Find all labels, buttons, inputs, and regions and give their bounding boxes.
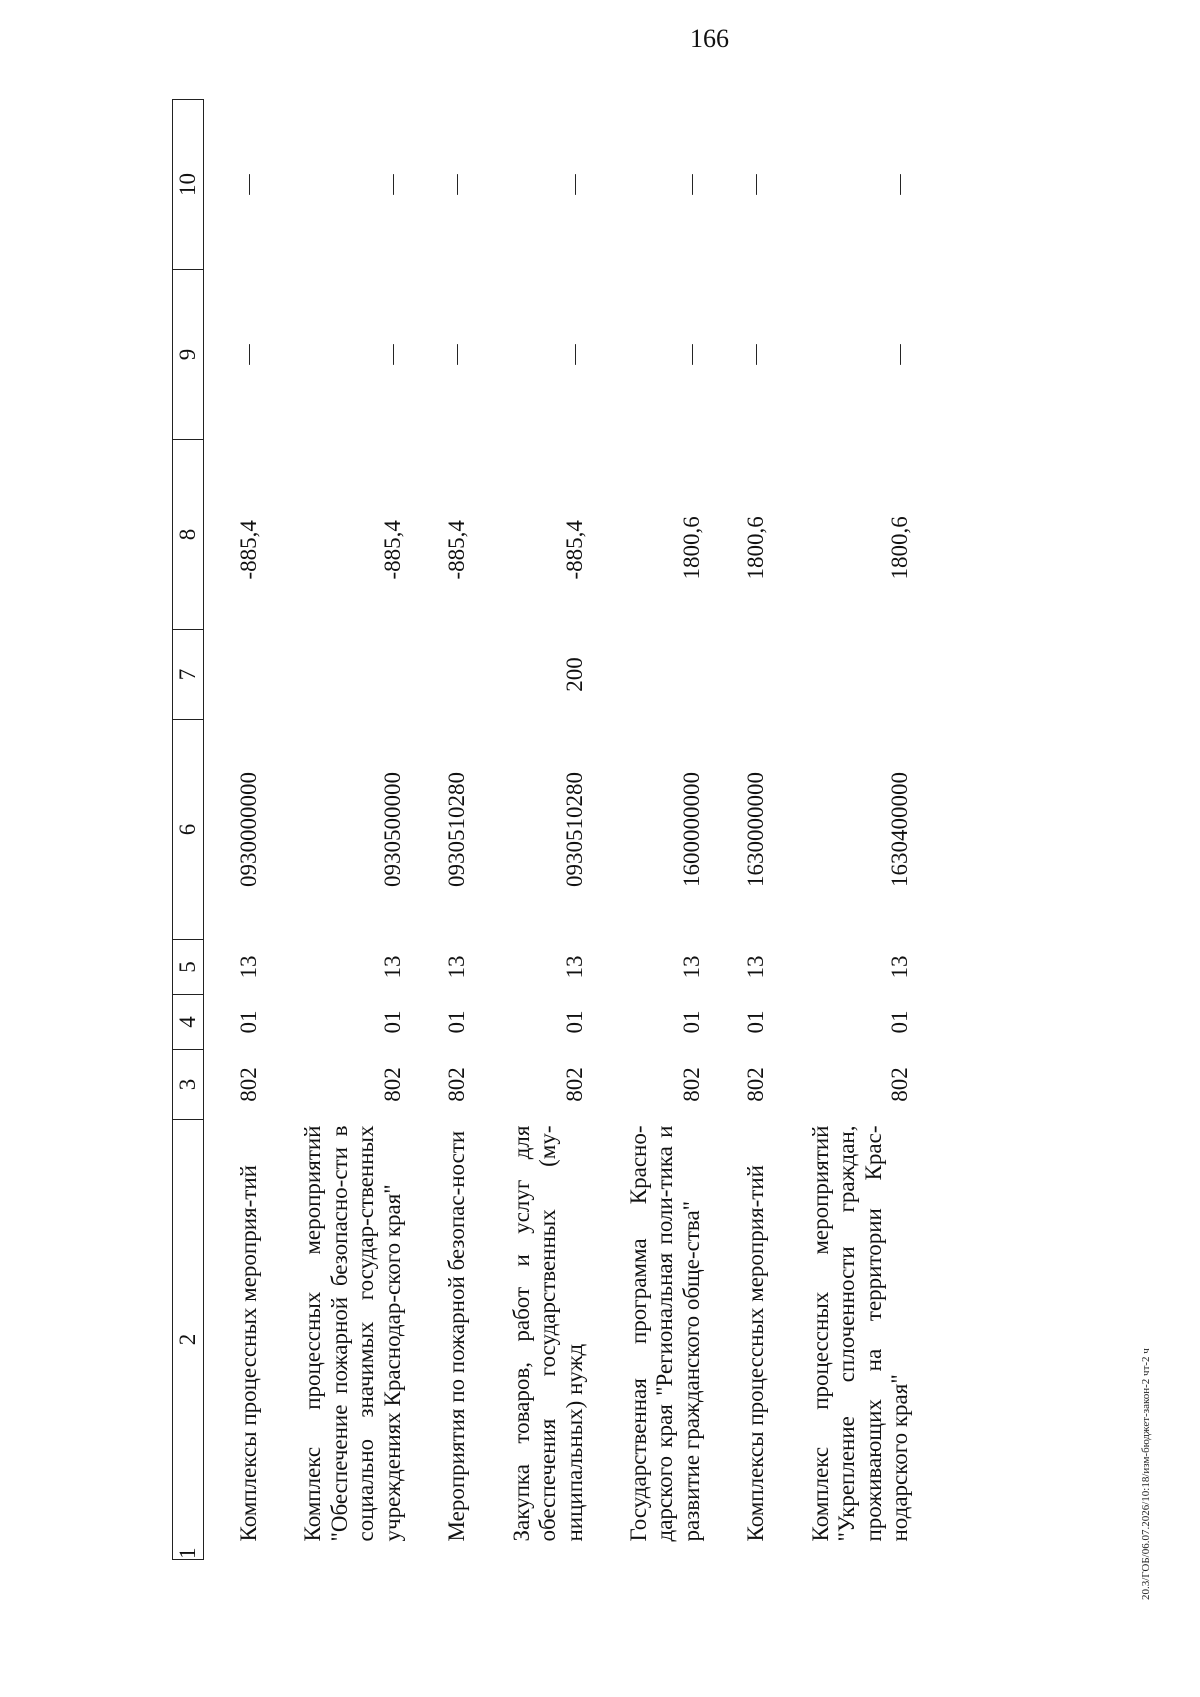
cell-col10: — <box>444 173 471 196</box>
table-row <box>298 100 412 1560</box>
cell-name: Закупка товаров, работ и услуг для обеспечения государственных (му-ниципальных) нужд <box>508 1125 587 1542</box>
cell-sum: -885,4 <box>444 520 470 580</box>
header-col-4: 4 <box>173 995 204 1050</box>
cell-sum: 1800,6 <box>678 516 704 580</box>
table-row <box>624 100 711 1560</box>
cell-pr: 13 <box>561 955 587 979</box>
cell-csr: 1630400000 <box>887 772 912 887</box>
cell-rz: 01 <box>678 1010 704 1034</box>
cell-vr <box>298 630 412 720</box>
header-col-7: 7 <box>173 630 204 720</box>
cell-sum: -885,4 <box>561 520 587 580</box>
cell-name: Комплекс процессных мероприятий "Обеспечение пожарной безопасно-сти в социально значимых государ-ственных учреждениях Краснодар-ского края" <box>300 1125 405 1542</box>
table-row <box>442 100 476 1560</box>
cell-col10: — <box>561 173 588 196</box>
cell-vr <box>624 630 711 720</box>
cell-ved: 802 <box>561 1067 587 1102</box>
budget-table <box>172 99 919 1560</box>
spacer-row <box>711 100 741 1560</box>
cell-col10: — <box>678 173 705 196</box>
footer-stamp-text: 20.3/ГОБ/06.07.2026/10:18/изм-бюджет-закон-2 чт-2 ч <box>1140 1348 1152 1600</box>
cell-ved: 802 <box>236 1067 261 1102</box>
cell-ved: 802 <box>887 1067 912 1102</box>
cell-sum: -885,4 <box>236 520 261 580</box>
spacer-row <box>594 100 624 1560</box>
cell-pr: 13 <box>678 955 704 979</box>
cell-vr <box>442 630 476 720</box>
cell-col10: — <box>379 173 406 196</box>
header-col-8: 8 <box>173 440 204 630</box>
cell-csr: 0930500000 <box>379 772 405 887</box>
cell-vr <box>741 630 775 720</box>
cell-csr: 1600000000 <box>678 772 704 887</box>
table-row <box>741 100 775 1560</box>
cell-col9: — <box>561 343 588 366</box>
spacer-row <box>268 100 298 1560</box>
header-col-5: 5 <box>173 940 204 995</box>
cell-pr: 13 <box>887 955 912 979</box>
header-col-10: 10 <box>173 100 204 270</box>
cell-sum: -885,4 <box>379 520 405 580</box>
cell-name: Государственная программа Красно-дарского края "Региональная поли-тика и развитие гражданского обще-ства" <box>625 1125 704 1542</box>
header-col-3: 3 <box>173 1050 204 1120</box>
cell-name: Мероприятия по пожарной безопас-ности <box>444 1130 470 1542</box>
cell-rz: 01 <box>561 1010 587 1034</box>
cell-sum: 1800,6 <box>743 516 769 580</box>
cell-col10: — <box>887 173 913 196</box>
header-col-6: 6 <box>173 720 204 940</box>
table-header-row: 1 2 3 4 5 6 7 8 9 10 <box>173 100 204 1560</box>
cell-vr <box>234 630 268 720</box>
cell-pr: 13 <box>743 955 769 979</box>
cell-rz: 01 <box>743 1010 769 1034</box>
cell-name: Комплекс процессных мероприятий "Укрепление сплоченности граждан, проживающих на территории Крас-нодарского края" <box>807 1125 912 1542</box>
header-col-9: 9 <box>173 270 204 440</box>
spacer-row <box>477 100 507 1560</box>
cell-pr: 13 <box>379 955 405 979</box>
cell-ved: 802 <box>678 1067 704 1102</box>
table-body <box>204 100 920 1560</box>
cell-col10: — <box>236 173 262 196</box>
spacer-row <box>776 100 806 1560</box>
cell-name: Комплексы процессных мероприя-тий <box>236 1165 261 1542</box>
cell-ved: 802 <box>743 1067 769 1102</box>
cell-col9: — <box>887 343 913 366</box>
cell-csr: 0930510280 <box>561 772 587 887</box>
cell-csr: 0930000000 <box>236 772 261 887</box>
cell-col10: — <box>743 173 770 196</box>
cell-csr: 0930510280 <box>444 772 470 887</box>
cell-csr: 1630000000 <box>743 772 769 887</box>
cell-rz: 01 <box>887 1010 912 1034</box>
cell-ved: 802 <box>379 1067 405 1102</box>
cell-col9: — <box>444 343 471 366</box>
cell-col9: — <box>743 343 770 366</box>
rotated-budget-table-container <box>172 100 1052 1560</box>
cell-col9: — <box>379 343 406 366</box>
cell-ved: 802 <box>444 1067 470 1102</box>
table-row <box>234 100 268 1560</box>
cell-pr: 13 <box>444 955 470 979</box>
table-row <box>806 100 920 1560</box>
cell-name: Комплексы процессных мероприя-тий <box>743 1165 769 1542</box>
spacer-row <box>412 100 442 1560</box>
spacer-row <box>204 100 235 1560</box>
page-number: 166 <box>690 24 729 53</box>
header-col-2: 2 <box>173 1120 204 1560</box>
cell-rz: 01 <box>379 1010 405 1034</box>
cell-col9: — <box>678 343 705 366</box>
table-row <box>507 100 594 1560</box>
cell-vr <box>806 630 920 720</box>
cell-vr: 200 <box>561 657 587 692</box>
cell-sum: 1800,6 <box>887 516 912 580</box>
cell-rz: 01 <box>236 1010 261 1034</box>
cell-pr: 13 <box>236 955 261 979</box>
cell-rz: 01 <box>444 1010 470 1034</box>
cell-col9: — <box>236 343 262 366</box>
